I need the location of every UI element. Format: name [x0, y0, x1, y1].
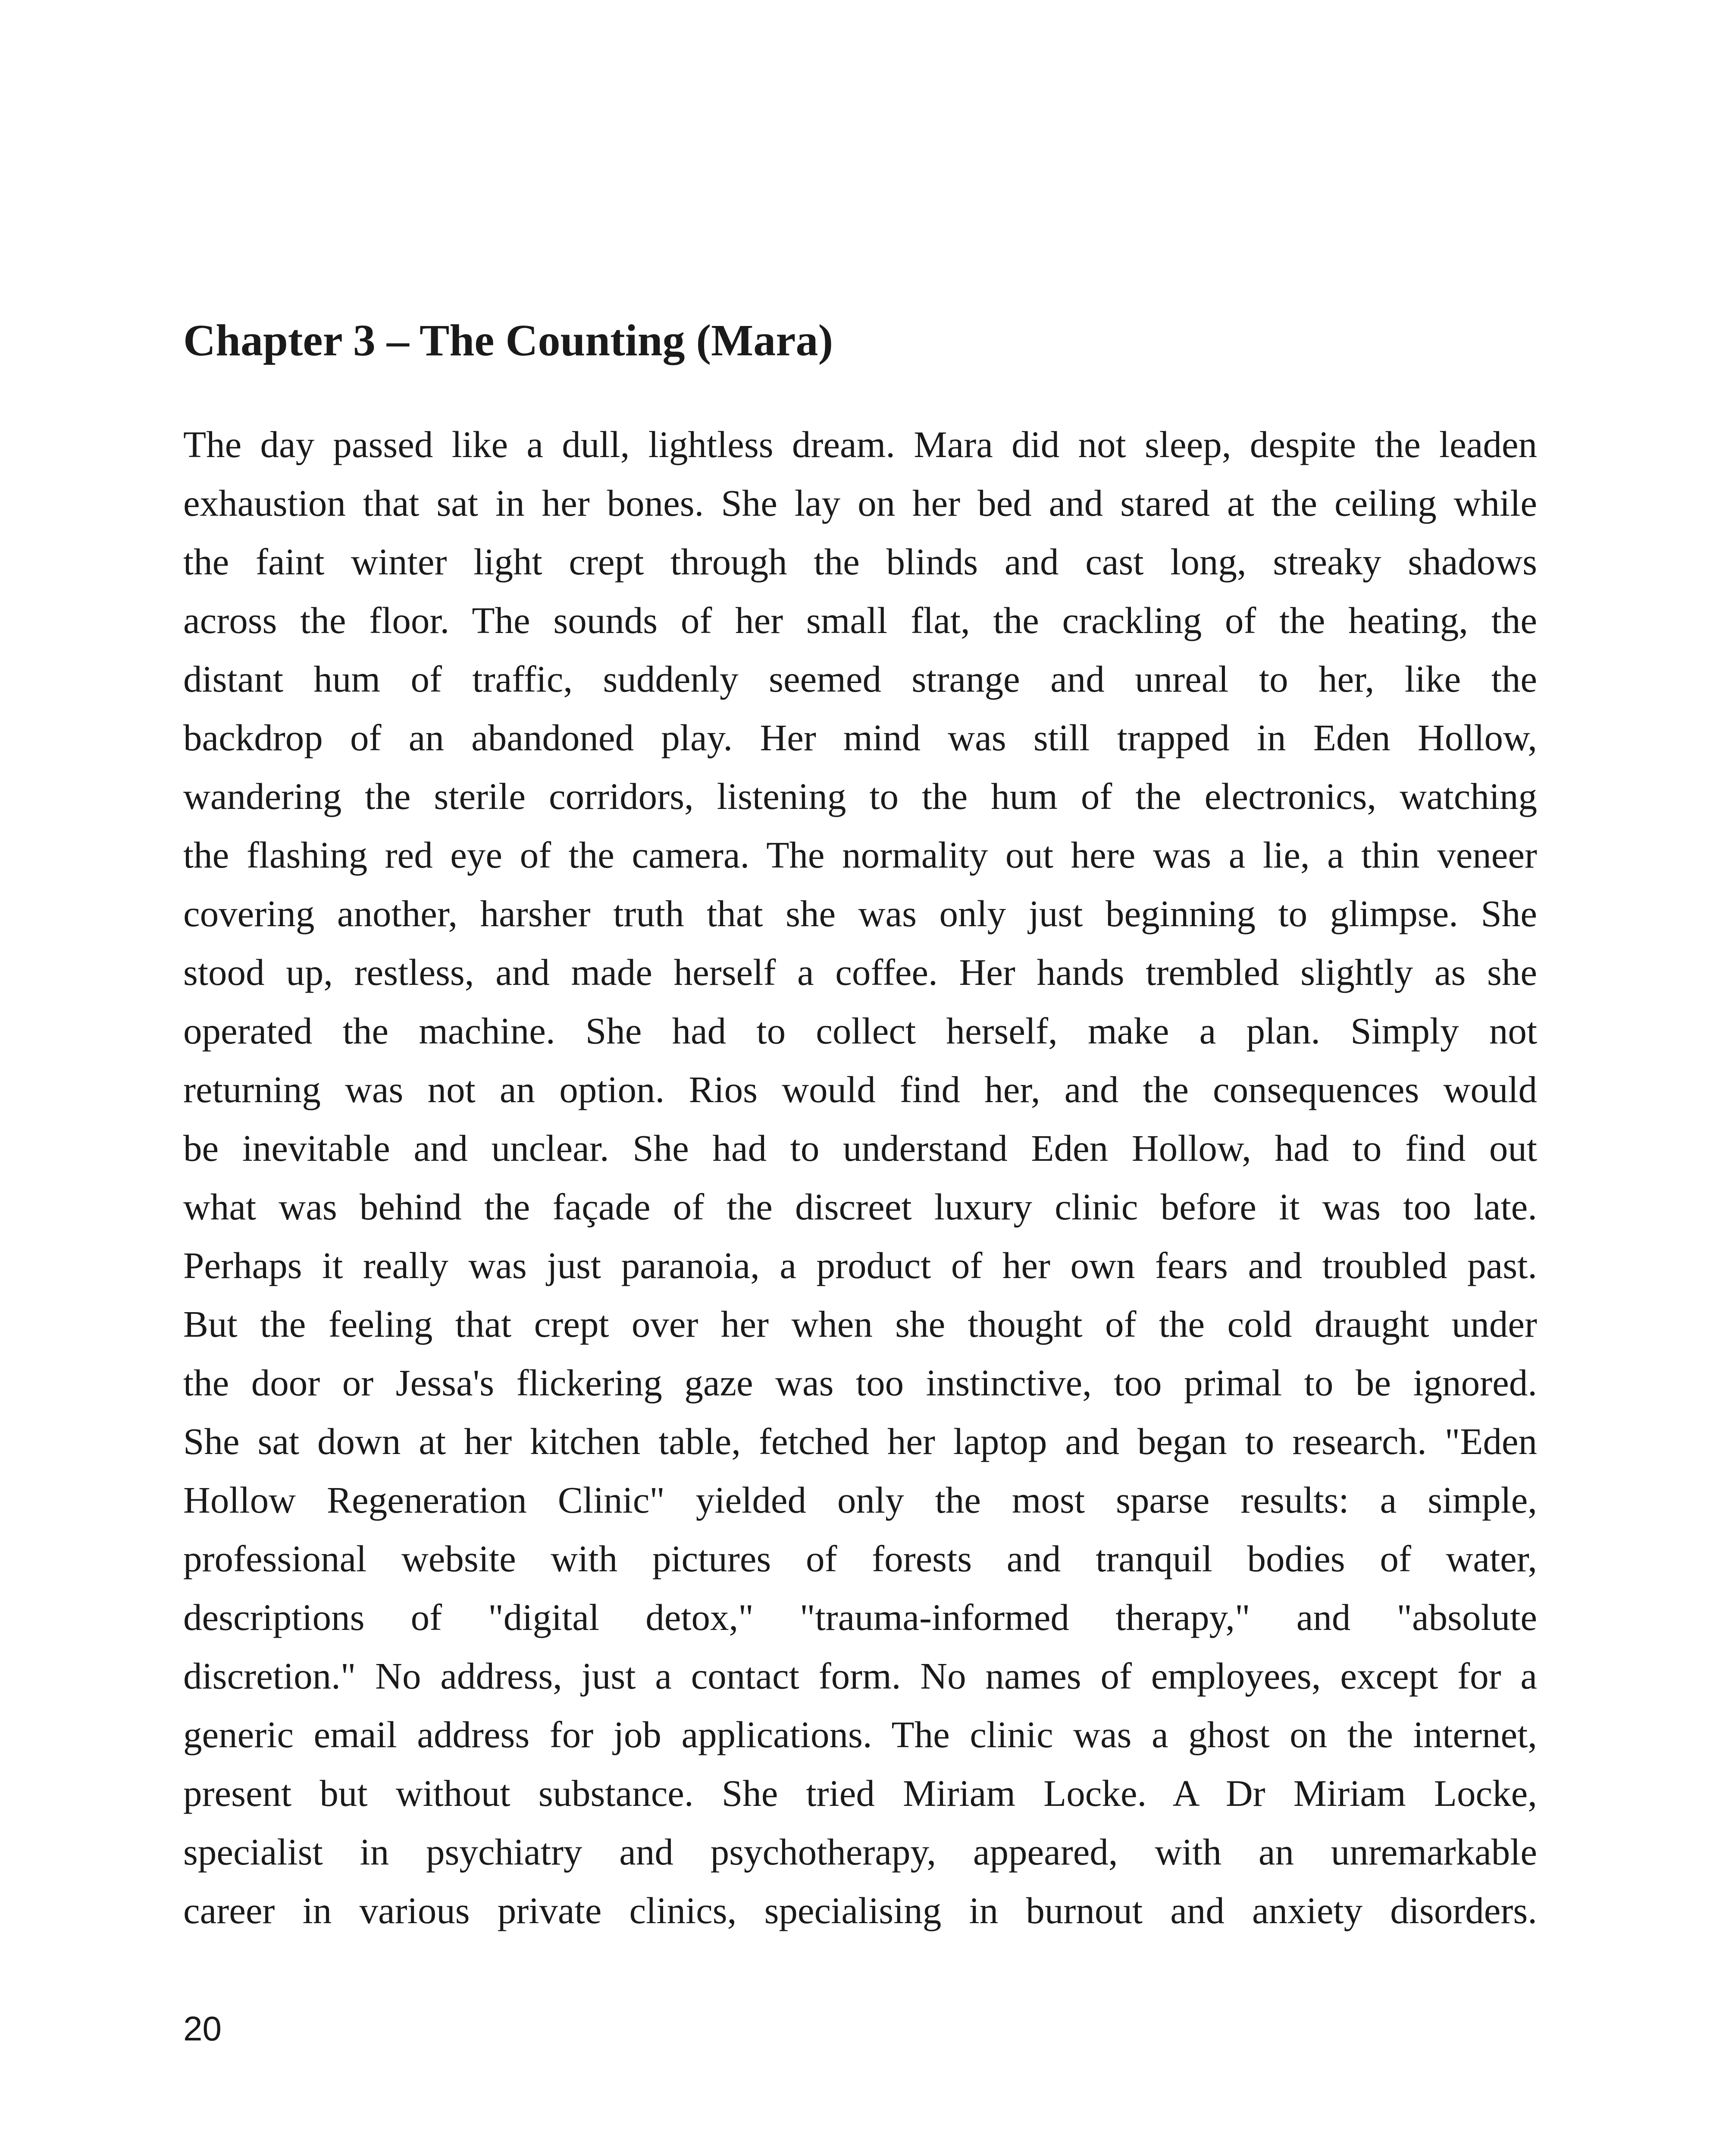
- text-line: professional website with pictures of forests and tranquil bodies of water,: [183, 1538, 1537, 1579]
- text-line: backdrop of an abandoned play. Her mind was still trapped in Eden Hollow,: [183, 717, 1537, 758]
- text-line: exhaustion that sat in her bones. She lay on her bed and stared at the ceiling while: [183, 482, 1537, 524]
- text-line: wandering the sterile corridors, listening to the hum of the electronics, watching: [183, 775, 1537, 817]
- text-line: what was behind the façade of the discreet luxury clinic before it was too late.: [183, 1186, 1537, 1228]
- text-line: career in various private clinics, specialising in burnout and anxiety disorders.: [183, 1890, 1537, 1931]
- text-line: across the floor. The sounds of her small flat, the crackling of the heating, the: [183, 599, 1537, 641]
- text-line: descriptions of "digital detox," "trauma-informed therapy," and "absolute: [183, 1596, 1537, 1638]
- text-line: Perhaps it really was just paranoia, a product of her own fears and troubled past.: [183, 1244, 1537, 1286]
- text-line: She sat down at her kitchen table, fetched her laptop and began to research. "Eden: [183, 1420, 1537, 1462]
- text-line: discretion." No address, just a contact form. No names of employees, except for a: [183, 1655, 1537, 1697]
- text-line: operated the machine. She had to collect herself, make a plan. Simply not: [183, 1010, 1537, 1052]
- text-line: Hollow Regeneration Clinic" yielded only the most sparse results: a simple,: [183, 1479, 1537, 1521]
- text-line: covering another, harsher truth that she was only just beginning to glimpse. She: [183, 893, 1537, 934]
- text-line: generic email address for job applications. The clinic was a ghost on the internet,: [183, 1714, 1537, 1755]
- text-line: the flashing red eye of the camera. The normality out here was a lie, a thin veneer: [183, 834, 1537, 876]
- text-line: present but without substance. She tried Miriam Locke. A Dr Miriam Locke,: [183, 1772, 1537, 1814]
- text-line: stood up, restless, and made herself a coffee. Her hands trembled slightly as she: [183, 951, 1537, 993]
- text-line: distant hum of traffic, suddenly seemed strange and unreal to her, like the: [183, 658, 1537, 700]
- text-line: returning was not an option. Rios would find her, and the consequences would: [183, 1069, 1537, 1110]
- text-line: the door or Jessa's flickering gaze was too instinctive, too primal to be ignored.: [183, 1362, 1537, 1404]
- text-line: be inevitable and unclear. She had to understand Eden Hollow, had to find out: [183, 1127, 1537, 1169]
- chapter-title: Chapter 3 – The Counting (Mara): [183, 316, 833, 365]
- text-line: The day passed like a dull, lightless dream. Mara did not sleep, despite the leaden: [183, 423, 1537, 465]
- text-line: the faint winter light crept through the blinds and cast long, streaky shadows: [183, 541, 1537, 583]
- text-line: But the feeling that crept over her when she thought of the cold draught under: [183, 1303, 1537, 1345]
- chapter-body-text: [183, 415, 1537, 1940]
- text-line: specialist in psychiatry and psychotherapy, appeared, with an unremarkable: [183, 1831, 1537, 1873]
- page-number: 20: [183, 2009, 222, 2048]
